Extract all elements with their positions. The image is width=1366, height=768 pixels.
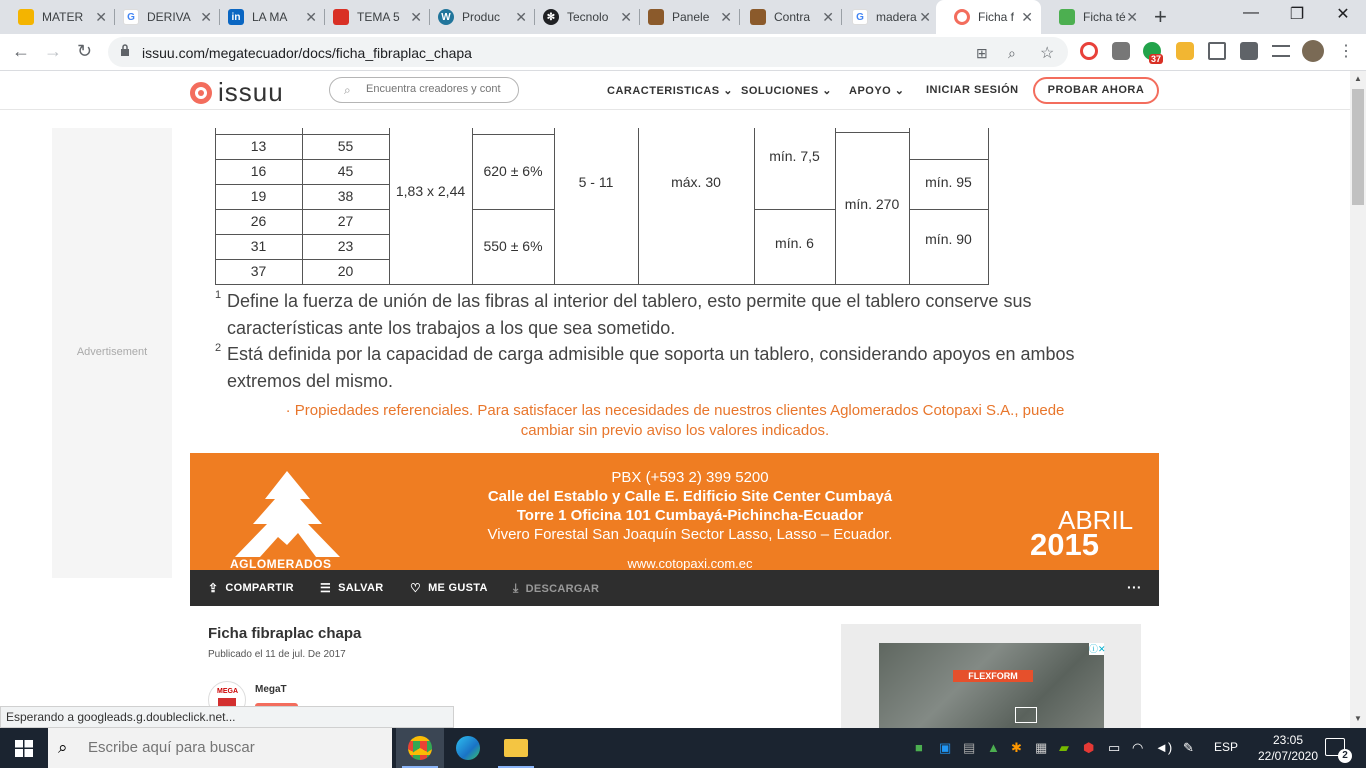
table-cell: 38 xyxy=(337,188,354,204)
table-cell-mor: mín. 270 xyxy=(844,196,900,212)
tab-title: Contra xyxy=(774,10,811,24)
close-icon[interactable]: ✕ xyxy=(1021,9,1033,25)
footnote-text: extremos del mismo. xyxy=(227,371,394,391)
banner-website: www.cotopaxi.com.ec xyxy=(627,556,753,570)
table-cell: 31 xyxy=(250,238,267,254)
table-line xyxy=(215,209,390,210)
table-line xyxy=(988,128,989,285)
issuu-header xyxy=(0,71,1350,110)
media-control-icon[interactable] xyxy=(1272,45,1290,57)
ad-panel xyxy=(52,128,172,578)
linkedin-icon: in xyxy=(228,9,244,25)
classroom-icon xyxy=(18,9,34,25)
table-line xyxy=(909,159,989,160)
book-icon xyxy=(1059,9,1075,25)
tab-title: TEMA 5 xyxy=(357,10,400,24)
extension-badge: 37 xyxy=(1151,54,1162,64)
taskbar-file-explorer[interactable] xyxy=(492,728,540,768)
back-icon[interactable]: ← xyxy=(12,41,30,61)
close-icon[interactable]: ✕ xyxy=(200,9,212,25)
scroll-up-icon[interactable]: ▲ xyxy=(1354,74,1362,83)
taskbar-edge[interactable] xyxy=(444,728,492,768)
brand-name: AGLOMERADOS xyxy=(230,557,332,570)
extension-red-icon[interactable] xyxy=(1080,42,1098,60)
more-options-button[interactable]: ··· xyxy=(1127,579,1142,595)
folder-icon xyxy=(504,739,528,757)
nav-label: SOLUCIONES xyxy=(741,85,819,97)
clock-time: 23:05 xyxy=(1272,733,1304,747)
table-cell-density: 620 ± 6% xyxy=(483,163,543,179)
table-cell-density: 550 ± 6% xyxy=(483,238,543,254)
table-cell: 55 xyxy=(337,138,354,154)
table-cell: 23 xyxy=(337,238,354,254)
table-line xyxy=(638,128,639,285)
chevron-down-icon: ⌄ xyxy=(894,85,905,97)
close-window-button[interactable]: ✕ xyxy=(1336,6,1350,23)
table-cell-bond: mín. 7,5 xyxy=(769,148,820,164)
page-scrollbar[interactable] xyxy=(1350,71,1366,728)
tab-title: MATER xyxy=(42,10,84,24)
disclaimer-note xyxy=(190,401,1160,441)
chrome-icon xyxy=(408,736,432,760)
scroll-down-icon[interactable]: ▼ xyxy=(1354,714,1362,723)
new-tab-button[interactable]: + xyxy=(1154,4,1167,29)
search-input[interactable] xyxy=(366,83,506,95)
address-bar[interactable] xyxy=(108,37,1068,67)
properties-table xyxy=(215,128,990,285)
tab-title: madera xyxy=(876,10,917,24)
issuu-logo[interactable] xyxy=(190,77,284,108)
app-tray-icon[interactable]: ▣ xyxy=(939,740,952,755)
table-line xyxy=(215,234,390,235)
close-icon[interactable]: ✕ xyxy=(1126,9,1138,25)
table-line xyxy=(215,284,989,285)
tab-5[interactable] xyxy=(420,0,535,34)
try-now-button[interactable]: PROBAR AHORA xyxy=(1033,77,1159,104)
language-indicator[interactable]: ESP xyxy=(1214,740,1239,754)
tab-9[interactable] xyxy=(834,0,939,34)
nav-label: APOYO xyxy=(849,85,892,97)
extension-chat-icon[interactable] xyxy=(1112,42,1130,60)
close-icon[interactable]: ✕ xyxy=(410,9,422,25)
table-line xyxy=(554,128,555,285)
minimize-button[interactable]: — xyxy=(1243,4,1259,21)
avatar-text: MEGA xyxy=(217,688,238,695)
table-cell-swelling: máx. 30 xyxy=(671,174,721,190)
extension-thumb-icon[interactable] xyxy=(1176,42,1194,60)
table-cell: 45 xyxy=(337,163,354,179)
footnote-text: características ante los trabajos a los que sea sometido. xyxy=(227,318,676,338)
banner-address: Vivero Forestal San Joaquín Sector Lasso, Lasso – Ecuador. xyxy=(487,526,893,543)
tab-title: Panele xyxy=(672,10,710,24)
download-label: DESCARGAR xyxy=(525,582,600,595)
tab-11[interactable] xyxy=(1041,0,1146,34)
tab-6[interactable] xyxy=(525,0,640,34)
save-icon: ☰ xyxy=(320,581,332,595)
table-cell: 19 xyxy=(250,188,267,204)
publish-date: Publicado el 11 de jul. De 2017 xyxy=(208,649,346,660)
profile-avatar[interactable] xyxy=(1302,40,1324,62)
tab-7[interactable] xyxy=(630,0,740,34)
app-tray-icon[interactable]: ✱ xyxy=(1011,740,1022,755)
tab-strip xyxy=(0,0,1366,34)
ad-image[interactable] xyxy=(879,643,1104,728)
banner-phone: PBX (+593 2) 399 5200 xyxy=(611,469,769,486)
nav-soluciones[interactable] xyxy=(741,84,832,97)
reload-icon[interactable]: ↻ xyxy=(77,41,93,61)
nav-apoyo[interactable] xyxy=(849,84,905,97)
wood-icon xyxy=(648,9,664,25)
share-button[interactable] xyxy=(208,581,294,595)
close-icon[interactable]: ✕ xyxy=(822,9,834,25)
table-cell: 37 xyxy=(250,263,267,279)
save-button[interactable] xyxy=(320,581,383,595)
edge-icon xyxy=(456,736,480,760)
table-cell-screw: mín. 95 xyxy=(925,174,972,190)
banner-month: ABRIL xyxy=(1058,505,1134,535)
ad-logo: FLEXFORM xyxy=(953,670,1033,682)
google-icon: G xyxy=(123,9,139,25)
banner-address: Torre 1 Oficina 101 Cumbayá-Pichincha-Ecuador xyxy=(516,507,864,524)
lock-icon xyxy=(120,44,130,56)
wood-icon xyxy=(750,9,766,25)
save-label: SALVAR xyxy=(338,582,384,594)
taskbar-search[interactable] xyxy=(48,728,392,768)
footnote-text: Está definida por la capacidad de carga admisible que soporta un tablero, considerando apoyos en ambos xyxy=(227,344,1075,364)
nvidia-tray-icon[interactable]: ▰ xyxy=(1059,740,1069,755)
login-link[interactable]: INICIAR SESIÓN xyxy=(926,84,1019,96)
table-cell-screw: mín. 90 xyxy=(925,231,972,247)
share-icon: ⇪ xyxy=(208,581,219,595)
tab-title: DERIVA xyxy=(147,10,191,24)
banner-address: Calle del Establo y Calle E. Edificio Site Center Cumbayá xyxy=(487,488,893,505)
footnote-text: Define la fuerza de unión de las fibras al interior del tablero, esto permite que el tablero conserve sus xyxy=(227,291,1032,311)
security-tray-icon[interactable]: ■ xyxy=(915,740,923,755)
issuu-icon xyxy=(954,9,970,25)
table-line xyxy=(754,209,836,210)
notification-center-icon[interactable] xyxy=(1325,738,1348,761)
document-action-bar xyxy=(190,570,1159,606)
document-title: Ficha fibraplac chapa xyxy=(208,625,362,642)
table-cell: 16 xyxy=(250,163,267,179)
notification-count: 2 xyxy=(1338,749,1352,763)
close-icon[interactable]: ✕ xyxy=(919,9,931,25)
footnote-1 xyxy=(215,288,1031,342)
table-line xyxy=(835,132,910,133)
table-line xyxy=(472,209,555,210)
table-line xyxy=(215,184,390,185)
logo-text: issuu xyxy=(218,77,284,107)
table-line xyxy=(909,128,910,285)
app-tray-icon[interactable]: ▦ xyxy=(1035,740,1048,755)
extensions-puzzle-icon[interactable] xyxy=(1240,42,1258,60)
url-text[interactable]: issuu.com/megatecuador/docs/ficha_fibraplac_chapa xyxy=(142,45,472,61)
download-button[interactable] xyxy=(513,581,599,596)
search-icon: ⌕ xyxy=(58,738,68,757)
slides-icon xyxy=(333,9,349,25)
ad-close-icon[interactable]: ⓘ✕ xyxy=(1089,644,1106,654)
close-icon[interactable]: ✕ xyxy=(720,9,732,25)
zoom-icon[interactable]: ⌕ xyxy=(1008,45,1016,61)
site-icon: ✻ xyxy=(543,9,559,25)
pen-icon[interactable]: ✎ xyxy=(1183,740,1194,755)
like-button[interactable] xyxy=(410,581,488,595)
tab-2[interactable] xyxy=(105,0,220,34)
forward-icon[interactable]: → xyxy=(44,41,62,61)
taskbar-chrome[interactable] xyxy=(396,728,444,768)
table-cell: 20 xyxy=(337,263,354,279)
shield-tray-icon[interactable]: ⬢ xyxy=(1083,740,1095,755)
tab-8[interactable] xyxy=(732,0,842,34)
table-cell-moisture: 5 - 11 xyxy=(578,174,614,190)
disclaimer-line: · Propiedades referenciales. Para satisfacer las necesidades de nuestros clientes Aglomerados Cotopaxi S.A., puede xyxy=(285,402,1065,419)
table-line xyxy=(909,209,989,210)
tab-title: Ficha té xyxy=(1083,10,1126,24)
nav-label: CARACTERISTICAS xyxy=(607,85,720,97)
heart-icon: ♡ xyxy=(410,581,422,595)
table-line xyxy=(215,259,390,260)
tab-title: Ficha f xyxy=(978,10,1015,24)
close-icon[interactable]: ✕ xyxy=(95,9,107,25)
tab-3[interactable] xyxy=(210,0,325,34)
close-icon[interactable]: ✕ xyxy=(620,9,632,25)
search-box[interactable] xyxy=(329,77,519,103)
taskbar-clock[interactable] xyxy=(1256,732,1320,764)
table-cell: 13 xyxy=(250,138,267,154)
table-line xyxy=(472,128,473,285)
search-icon: ⌕ xyxy=(344,83,351,97)
footnote-2 xyxy=(215,341,1075,395)
table-cell: 26 xyxy=(250,213,267,229)
share-label: COMPARTIR xyxy=(225,582,294,594)
like-label: ME GUSTA xyxy=(428,582,488,594)
clock-date: 22/07/2020 xyxy=(1257,749,1319,763)
table-cell-dimensions: 1,83 x 2,44 xyxy=(395,183,466,199)
table-line xyxy=(215,134,390,135)
windows-taskbar xyxy=(0,728,1366,768)
download-icon: ⤓ xyxy=(513,581,519,595)
ad-product-icon xyxy=(1015,707,1037,723)
author-name[interactable]: MegaT xyxy=(255,684,287,695)
browser-toolbar xyxy=(0,34,1366,71)
restore-button[interactable]: ❐ xyxy=(1289,6,1305,23)
battery-icon[interactable]: ▭ xyxy=(1108,740,1121,755)
chevron-down-icon: ⌄ xyxy=(822,85,833,97)
table-cell-bond: mín. 6 xyxy=(775,235,814,251)
aglomerados-tree-logo xyxy=(230,469,345,559)
close-icon[interactable]: ✕ xyxy=(515,9,527,25)
wifi-icon[interactable]: ◠ xyxy=(1132,740,1144,755)
google-icon: G xyxy=(852,9,868,25)
advertisement-label: Advertisement xyxy=(76,346,148,358)
disclaimer-line: cambiar sin previo aviso los valores indicados. xyxy=(520,422,830,439)
footnote-number: 1 xyxy=(215,289,222,301)
windows-start-icon[interactable] xyxy=(15,740,33,757)
scrollbar-thumb[interactable] xyxy=(1352,89,1364,205)
app-tray-icon[interactable]: ▤ xyxy=(963,740,976,755)
wordpress-icon: W xyxy=(438,9,454,25)
banner-year: 2015 xyxy=(1030,527,1099,562)
tab-10-active[interactable] xyxy=(936,0,1041,34)
menu-dots-icon[interactable]: ⋮ xyxy=(1338,43,1354,60)
table-cell: 27 xyxy=(337,213,354,229)
extension-grid-icon[interactable] xyxy=(1208,42,1226,60)
issuu-logo-icon xyxy=(190,82,212,104)
table-line xyxy=(389,128,390,285)
tab-4[interactable] xyxy=(315,0,430,34)
app-tray-icon[interactable]: ▲ xyxy=(987,740,1000,755)
close-icon[interactable]: ✕ xyxy=(305,9,317,25)
footnote-number: 2 xyxy=(215,342,222,354)
taskbar-search-input[interactable] xyxy=(88,739,378,756)
chevron-down-icon: ⌄ xyxy=(723,85,733,97)
tab-1[interactable] xyxy=(0,0,115,34)
table-line xyxy=(215,159,390,160)
bookmark-star-icon[interactable]: ☆ xyxy=(1040,45,1055,62)
nav-caracteristicas[interactable] xyxy=(607,84,733,97)
volume-icon[interactable]: ◄) xyxy=(1155,740,1173,755)
tab-title: LA MA xyxy=(252,10,288,24)
side-advertisement[interactable] xyxy=(841,624,1141,728)
table-line xyxy=(472,134,555,135)
company-banner xyxy=(190,453,1159,570)
tab-title: Produc xyxy=(462,10,501,24)
translate-icon[interactable]: ⊞ xyxy=(976,45,988,61)
tab-title: Tecnolo xyxy=(567,10,609,24)
loading-status: Esperando a googleads.g.doubleclick.net... xyxy=(0,706,454,728)
